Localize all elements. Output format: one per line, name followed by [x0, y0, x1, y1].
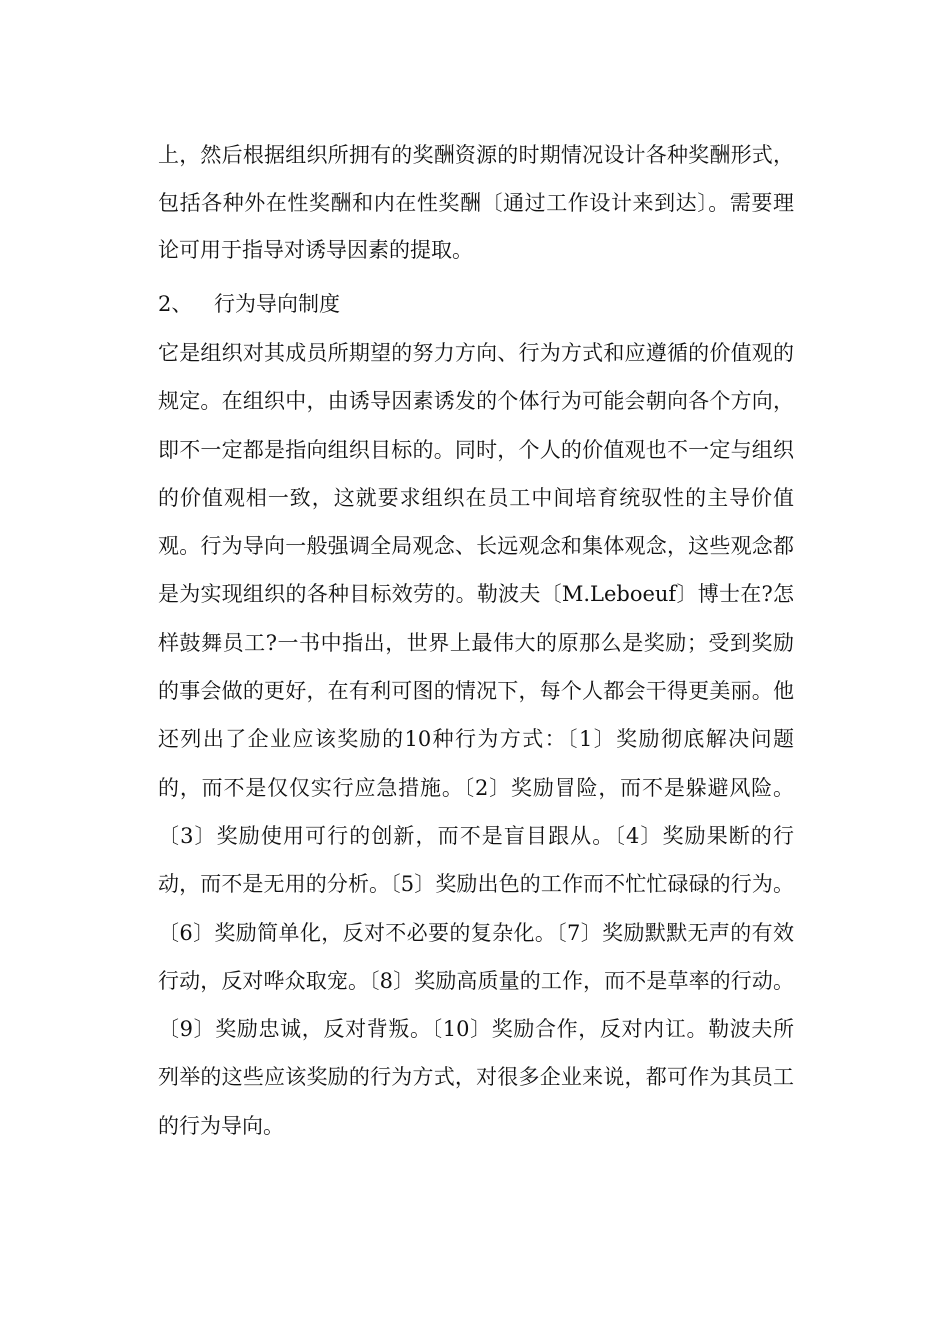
section-title: 行为导向制度: [214, 292, 340, 316]
section-number: 2、: [158, 292, 193, 316]
paragraph-continuation: 上，然后根据组织所拥有的奖酬资源的时期情况设计各种奖酬形式，包括各种外在性奖酬和内在性奖酬〔通过工作设计来到达〕。需要理论可用于指导对诱导因素的提取。: [158, 143, 794, 262]
paragraph-behavior-guidance: 它是组织对其成员所期望的努力方向、行为方式和应遵循的价值观的规定。在组织中，由诱导因素诱发的个体行为可能会朝向各个方向，即不一定都是指向组织目标的。同时，个人的价值观也不一定与组织的价值观相一致，这就要求组织在员工中间培育统驭性的主导价值观。行为导向一般强调全局观念、长远观念和集体观念，这些观念都是为实现组织的各种目标效劳的。勒波夫〔M.Leboeuf〕博士在?怎样鼓舞员工?一书中指出，世界上最伟大的原那么是奖励；受到奖励的事会做的更好，在有利可图的情况下，每个人都会干得更美丽。他还列出了企业应该奖励的10种行为方式：〔1〕奖励彻底解决问题的，而不是仅仅实行应急措施。〔2〕奖励冒险，而不是躲避风险。〔3〕奖励使用可行的创新，而不是盲目跟从。〔4〕奖励果断的行动，而不是无用的分析。〔5〕奖励出色的工作而不忙忙碌碌的行为。〔6〕奖励简单化，反对不必要的复杂化。〔7〕奖励默默无声的有效行动，反对哗众取宠。〔8〕奖励高质量的工作，而不是草率的行动。〔9〕奖励忠诚，反对背叛。〔10〕奖励合作，反对内讧。勒波夫所列举的这些应该奖励的行为方式，对很多企业来说，都可作为其员工的行为导向。: [158, 341, 794, 1138]
section-heading: [158, 281, 340, 328]
